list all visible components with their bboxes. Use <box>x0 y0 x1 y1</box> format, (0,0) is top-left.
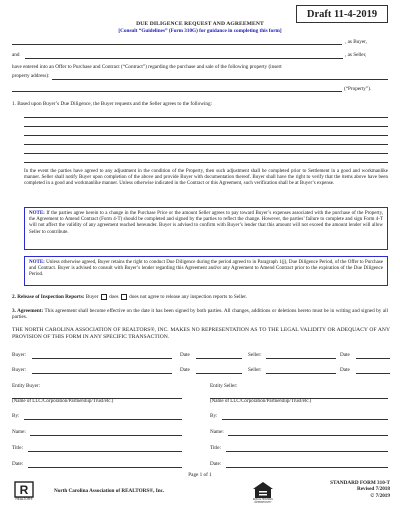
item2-text-a: Buyer <box>84 294 100 301</box>
form-name: STANDARD FORM 310-T <box>330 480 390 486</box>
realtor-logo <box>14 481 34 503</box>
buyer-name-field[interactable] <box>12 44 342 45</box>
seller-by-label: By: <box>210 413 218 419</box>
item3-row <box>12 308 388 321</box>
entity-seller-caption: (Name of LLC/Corporation/Partnership/Trust/etc.) <box>210 399 312 404</box>
intro-text: have entered into an Offer to Purchase and Contract (“Contract”) regarding the purchase and sale of the following property (insert <box>12 64 282 70</box>
seller-name-label: Name: <box>210 429 224 435</box>
request-line-3[interactable] <box>24 135 388 136</box>
equal-housing-logo <box>252 481 274 505</box>
entity-buyer-label: Entity Buyer: <box>12 383 41 389</box>
form-copyright: © 7/2019 <box>370 492 390 499</box>
equal-housing-icon <box>252 481 274 499</box>
seller-title-label: Title: <box>210 445 222 451</box>
form-revised: Revised 7/2018 <box>357 486 390 493</box>
entity-buyer-caption: (Name of LLC/Corporation/Partnership/Trust/etc.) <box>12 399 114 404</box>
item2-text-c: does not agree to release any inspection reports to Seller. <box>127 294 248 301</box>
does-not-checkbox[interactable] <box>121 294 127 300</box>
item2-label: 2. Release of Inspection Reports: <box>12 294 85 301</box>
buyer-title-field[interactable] <box>28 451 182 452</box>
buyer-by-label: By: <box>12 413 20 419</box>
buyer-date2-label: Date: <box>12 461 24 467</box>
property-address-field[interactable] <box>52 79 388 80</box>
seller-name-sig-field[interactable] <box>228 435 388 436</box>
buyer2-label: Buyer: <box>12 367 27 373</box>
form-id-block <box>330 480 390 499</box>
request-line-1[interactable] <box>24 117 388 118</box>
item2-text-b: does <box>107 294 120 301</box>
seller-suffix: , as Seller, <box>345 52 367 58</box>
seller2-label: Seller: <box>248 367 262 373</box>
seller-name-field[interactable] <box>25 58 343 59</box>
form-title: DUE DILIGENCE REQUEST AND AGREEMENT <box>136 21 264 27</box>
seller2-signature-field[interactable] <box>266 373 336 374</box>
seller-date-label: Date <box>340 352 350 358</box>
buyer-date-label: Date <box>180 352 190 358</box>
note2-label: NOTE: <box>29 260 45 265</box>
buyer-date2-field[interactable] <box>28 467 182 468</box>
request-line-6[interactable] <box>24 162 388 163</box>
seller-title-field[interactable] <box>226 451 388 452</box>
buyer2-date-field[interactable] <box>196 373 242 374</box>
buyer2-signature-field[interactable] <box>32 373 172 374</box>
realtor-mark-text: REALTOR® <box>15 497 33 501</box>
seller-date-field[interactable] <box>356 358 390 359</box>
note2-text: Unless otherwise agreed, Buyer retains the right to conduct Due Diligence during the period agreed to in Paragraph 1(j), Due Diligence Period, of the Offer to Purchase and Contract. Buyer is advised to consult with Buyer’s lender regarding this Agreement and/or any Agreement to Amend Contract prior to the expiration of the Due Diligence Period. <box>29 260 383 278</box>
request-line-2[interactable] <box>24 126 388 127</box>
seller2-date-field[interactable] <box>356 373 390 374</box>
request-line-4[interactable] <box>24 144 388 145</box>
entity-seller-label: Entity Seller: <box>210 383 238 389</box>
property-address-field-2[interactable] <box>12 91 342 92</box>
seller2-date-label: Date <box>340 367 350 373</box>
disclaimer: THE NORTH CAROLINA ASSOCIATION OF REALTORS®, INC. MAKES NO REPRESENTATION AS TO THE LEGAL VALIDITY OR ADEQUACY OF ANY PROVISION OF THIS FORM IN ANY SPECIFIC TRANSACTION. <box>12 327 390 340</box>
note-box-2 <box>24 256 388 286</box>
and-label: and <box>12 52 20 58</box>
buyer-by-field[interactable] <box>24 419 182 420</box>
item3-text: This agreement shall become effective on the date it has been signed by both parties. All changes, additions or deletions hereto must be in writing and signed by all parties. <box>12 308 388 321</box>
buyer-label: Buyer: <box>12 352 27 358</box>
request-line-5[interactable] <box>24 153 388 154</box>
note1-text: If the parties agree herein to a change in the Purchase Price or the amount Seller agrees to pay toward Buyer’s expenses associated with the purchase of the Property, the Agreement to Amend Contract (Form 4-T) should be completed and signed by the parties to reflect the change. However, the parties’ failure to complete and sign Form 4-T will not affect the validity of any agreement reached hereunder. Buyer is advised to confirm with Buyer’s lender that this amount will not exceed the amount lender will allow Seller to contribute. <box>29 211 383 235</box>
buyer-name-label: Name: <box>12 429 26 435</box>
seller-label: Seller: <box>248 352 262 358</box>
property-suffix: (“Property”). <box>344 86 372 92</box>
buyer-title-label: Title: <box>12 445 24 451</box>
draft-label: Draft 11-4-2019 <box>296 5 388 23</box>
buyer-signature-field[interactable] <box>32 358 172 359</box>
seller-by-field[interactable] <box>222 419 388 420</box>
equal-housing-text: EQUAL HOUSING OPPORTUNITY <box>253 498 273 504</box>
buyer-name-sig-field[interactable] <box>30 435 182 436</box>
form-subtitle: [Consult “Guidelines” (Form 310G) for guidance in completing this form] <box>118 28 282 34</box>
buyer2-date-label: Date <box>180 367 190 373</box>
page-number: Page 1 of 1 <box>188 472 212 478</box>
svg-text:R: R <box>19 483 29 497</box>
item2-row <box>12 294 392 301</box>
item3-label: 3. Agreement: <box>12 308 44 314</box>
seller-date2-field[interactable] <box>226 467 388 468</box>
note-box-1 <box>24 207 388 250</box>
association-name: North Carolina Association of REALTORS®, Inc. <box>54 488 165 494</box>
buyer-suffix: , as Buyer, <box>345 39 367 45</box>
buyer-date-field[interactable] <box>196 358 242 359</box>
item1-text: 1. Based upon Buyer’s Due Diligence, the Buyer requests and the Seller agrees to the following: <box>12 101 213 107</box>
item1-paragraph: In the event the parties have agreed to any adjustment in the condition of the Property, then such adjustment shall be completed prior to Settlement in a good and workmanlike manner. Seller shall notify Buyer upon completion of the above and provide Buyer with documentation thereof. Buyer shall have the right to verify that the items above have been completed in a good and workmanlike manner. Unless otherwise indicated in the Contract or this Agreement, such verification shall be at Buyer’s expense. <box>24 169 388 186</box>
property-address-label: property address): <box>12 73 50 79</box>
does-checkbox[interactable] <box>101 294 107 300</box>
seller-date2-label: Date: <box>210 461 222 467</box>
note1-label: NOTE: <box>29 211 45 216</box>
seller-signature-field[interactable] <box>266 358 336 359</box>
